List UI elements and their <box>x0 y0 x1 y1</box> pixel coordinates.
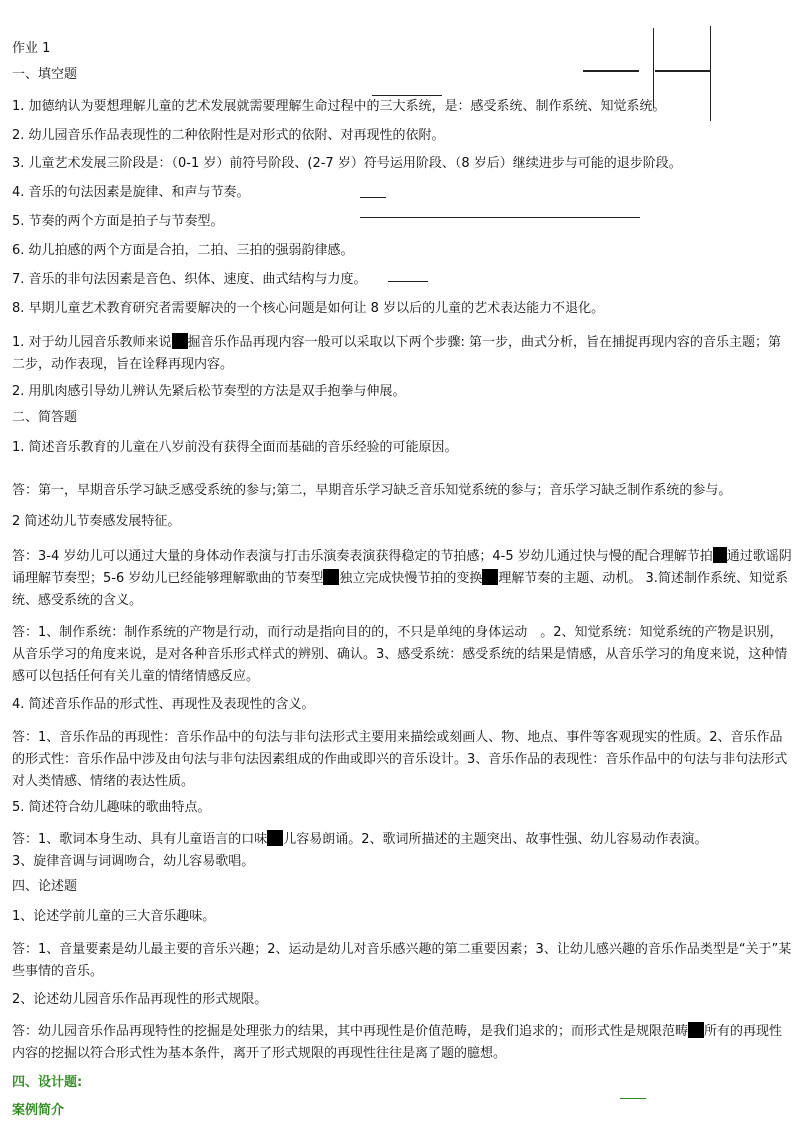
section-fill-blank: 一、填空题 <box>12 67 78 82</box>
redaction-block <box>482 569 498 585</box>
question: 2 简述幼儿节奏感发展特征。 <box>12 514 181 529</box>
fill-item: 1. 加德纳认为要想理解儿童的艺术发展就需要理解生命过程中的三大系统，是：感受系统、制作系统、知觉系统。 <box>12 99 666 114</box>
case-intro-heading: 案例简介 <box>12 1103 65 1118</box>
answer: 答：第一，早期音乐学习缺乏感受系统的参与;第二，早期音乐学习缺乏音乐知觉系统的参与；音乐学习缺乏制作系统的参与。 <box>12 483 732 498</box>
question: 5. 简述符合幼儿趣味的歌曲特点。 <box>12 800 211 815</box>
answer: 答：3-4 岁幼儿可以通过大量的身体动作表演与打击乐演奏表演获得稳定的节拍感；4-5 岁幼儿通过快与慢的配合理解节拍 通过歌谣阴诵理解节奏型；5-6 岁幼儿已经能够理解歌曲的节奏型 独立完成快慢节拍的变换 理解节奏的主题、动机。 3.简述制作系统、知觉系统、感受系统的含义。 <box>12 549 792 608</box>
scribble-line <box>620 1098 646 1099</box>
question: 1、论述学前儿童的三大音乐趣味。 <box>12 909 216 924</box>
page-title: 作业 1 <box>12 41 51 56</box>
fill-item: 7. 音乐的非句法因素是音色、织体、速度、曲式结构与力度。 <box>12 272 367 287</box>
redaction-block <box>713 547 727 563</box>
fill-item: 6. 幼儿拍感的两个方面是合拍，二拍、三拍的强弱韵律感。 <box>12 243 354 258</box>
answer: 答：1、音乐作品的再现性：音乐作品中的句法与非句法形式主要用来描绘或刻画人、物、地点、事件等客观现实的性质。2、音乐作品的形式性：音乐作品中涉及由句法与非句法因素组成的作曲或即兴的音乐设计。3、音乐作品的表现性：音乐作品中的句法与非句法形式对人类情感、情绪的表达性质。 <box>12 730 788 789</box>
question: 4. 简述音乐作品的形式性、再现性及表现性的含义。 <box>12 697 315 712</box>
fill-item: 2. 幼儿园音乐作品表现性的二种依附性是对形式的依附、对再现性的依附。 <box>12 128 445 143</box>
fill-item: 8. 早期儿童艺术教育研究者需要解决的一个核心问题是如何让 8 岁以后的儿童的艺术表达能力不退化。 <box>12 301 605 316</box>
redaction-block <box>267 830 283 846</box>
question: 1. 简述音乐教育的儿童在八岁前没有获得全面而基础的音乐经验的可能原因。 <box>12 440 458 455</box>
answer: 答：1、音量要素是幼儿最主要的音乐兴趣；2、运动是幼儿对音乐感兴趣的第二重要因素；3、让幼儿感兴趣的音乐作品类型是“关于”某些事情的音乐。 <box>12 942 792 979</box>
question: 2、论述幼儿园音乐作品再现性的形式规限。 <box>12 992 268 1007</box>
fill-item: 5. 节奏的两个方面是拍子与节奏型。 <box>12 214 224 229</box>
answer: 答：1、制作系统：制作系统的产物是行动，而行动是指向目的的，不只是单纯的身体运动 。2、知觉系统：知觉系统的产物是识别，从音乐学习的角度来说，是对各种音乐形式样式的辨别、确认。3、感受系统：感受系统的结果是情感，从音乐学习的角度来说，这种情感可以包括任何有关儿童的情绪情感反应。 <box>12 625 788 684</box>
fill-extra-paragraph: 1. 对于幼儿园音乐教师来说 掘音乐作品再现内容一般可以采取以下两个步骤: 第一步，曲式分析，旨在捕捉再现内容的音乐主题；第二步，动作表现，旨在诠释再现内容。 <box>12 335 782 372</box>
redaction-block <box>172 333 188 349</box>
redaction-block <box>323 569 339 585</box>
section-design: 四、设计题: <box>12 1075 83 1090</box>
answer: 答：1、歌词本身生动、具有儿童语言的口味 儿容易朗诵。2、歌词所描述的主题突出、故事性强、幼儿容易动作表演。 3、旋律音调与词调吻合，幼儿容易歌唱。 <box>12 832 708 869</box>
redaction-block <box>688 1022 704 1038</box>
section-short-answer: 二、简答题 <box>12 410 78 425</box>
fill-item: 4. 音乐的句法因素是旋律、和声与节奏。 <box>12 185 250 200</box>
section-essay: 四、论述题 <box>12 879 78 894</box>
fill-item: 3. 儿童艺术发展三阶段是：（0-1 岁）前符号阶段、(2-7 岁）符号运用阶段、（8 岁后）继续进步与可能的退步阶段。 <box>12 156 682 171</box>
fill-extra-paragraph: 2. 用肌肉感引导幼儿辨认先紧后松节奏型的方法是双手抱拳与伸展。 <box>12 384 406 399</box>
answer: 答：幼儿园音乐作品再现特性的挖掘是处理张力的结果，其中再现性是价值范畴，是我们追求的；而形式性是规限范畴 所有的再现性内容的挖掘以符合形式性为基本条件，离开了形式规限的再现性往往是离了题的臆想。 <box>12 1024 783 1061</box>
